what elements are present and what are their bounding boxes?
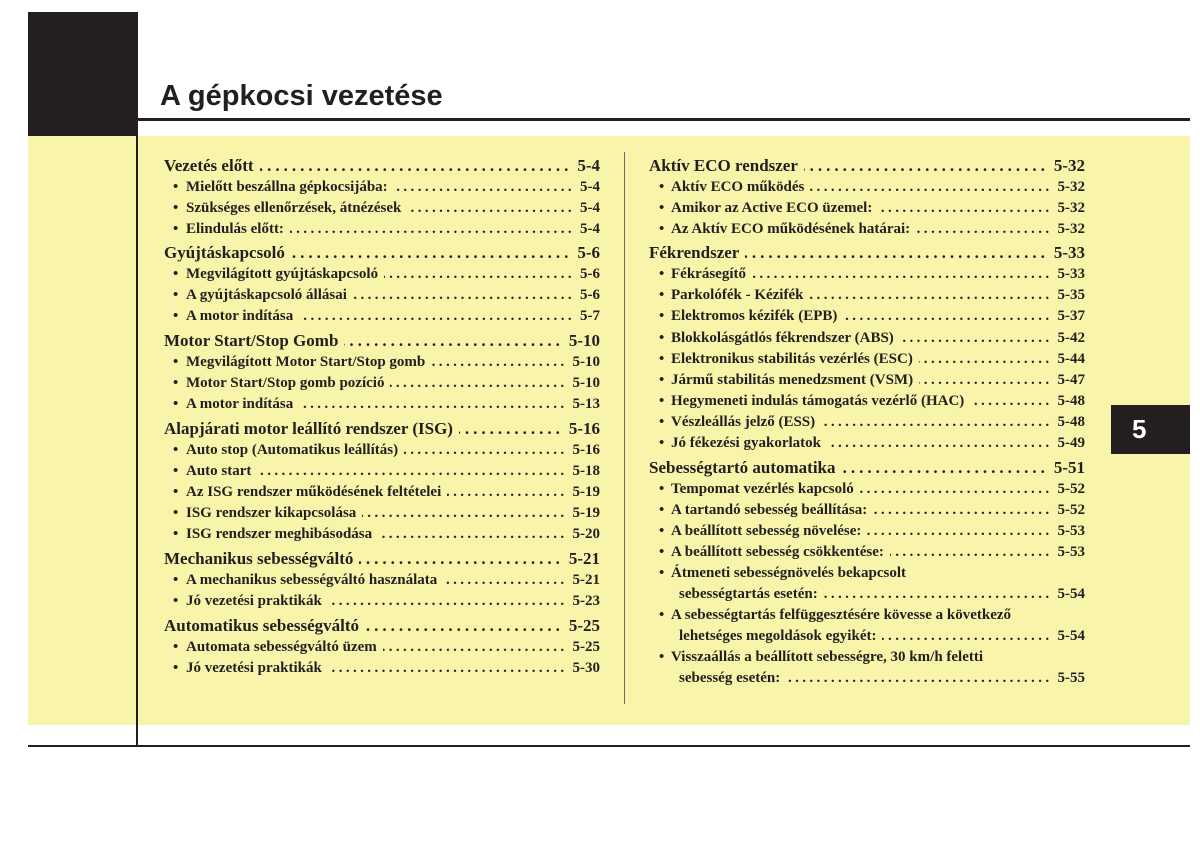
- toc-section-title: Automatikus sebességváltó: [164, 615, 360, 635]
- dot-leader: [378, 524, 567, 545]
- bullet-marker: [659, 198, 671, 219]
- dot-leader: [786, 668, 1052, 689]
- bullet-marker: [659, 370, 671, 391]
- dot-leader: [752, 264, 1053, 285]
- dot-leader: [390, 373, 567, 394]
- toc-right-column: [649, 154, 1085, 690]
- toc-item-entry: [164, 177, 600, 198]
- toc-page-number: 5-19: [572, 505, 600, 522]
- toc-page-number: 5-32: [1057, 220, 1085, 237]
- toc-item-label-continued: lehetséges megoldások egyikét:: [679, 628, 877, 645]
- toc-item-entry-continued: [649, 584, 1085, 605]
- bullet-marker: [659, 328, 671, 349]
- toc-item-label: Amikor az Active ECO üzemel:: [671, 199, 873, 216]
- toc-item-label: Vészleállás jelző (ESS): [671, 413, 816, 430]
- toc-item-entry: [649, 647, 1085, 668]
- bullet-marker: [173, 285, 186, 306]
- toc-item-entry: [164, 219, 600, 240]
- toc-item-label: Az ISG rendszer működésének feltételei: [186, 484, 442, 501]
- dot-leader: [804, 154, 1049, 177]
- toc-page-number: 5-32: [1057, 178, 1085, 195]
- toc-item-entry: [649, 412, 1085, 433]
- toc-item-label-continued: sebességtartás esetén:: [679, 586, 818, 603]
- bullet-marker: [659, 542, 671, 563]
- bullet-marker: [659, 264, 671, 285]
- toc-item-label: A motor indítása: [186, 308, 294, 325]
- toc-page-number: 5-48: [1057, 392, 1085, 409]
- toc-item-label: Tempomat vezérlés kapcsoló: [671, 480, 854, 497]
- bullet-marker: [173, 219, 186, 240]
- dot-leader: [827, 433, 1053, 454]
- toc-page-number: 5-47: [1057, 371, 1085, 388]
- dot-leader: [809, 285, 1052, 306]
- bullet-marker: [659, 563, 671, 584]
- toc-item-entry: [164, 264, 600, 285]
- bullet-marker: [173, 570, 186, 591]
- toc-item-label: Jó vezetési praktikák: [186, 592, 322, 609]
- bullet-marker: [173, 177, 186, 198]
- title-underline: [137, 118, 1190, 121]
- toc-page-number: 5-33: [1053, 243, 1085, 263]
- toc-page-number: 5-4: [580, 220, 600, 237]
- bullet-marker: [173, 440, 186, 461]
- toc-page-number: 5-48: [1057, 413, 1085, 430]
- dot-leader: [431, 352, 567, 373]
- toc-section-title: Mechanikus sebességváltó: [164, 548, 354, 568]
- dot-leader: [745, 241, 1048, 264]
- bullet-marker: [173, 637, 186, 658]
- toc-page-number: 5-21: [572, 571, 600, 588]
- toc-page-number: 5-10: [568, 331, 600, 351]
- bullet-marker: [659, 177, 671, 198]
- toc-item-entry: [164, 198, 600, 219]
- bullet-marker: [173, 658, 186, 679]
- dot-leader: [394, 177, 575, 198]
- toc-item-label: A beállított sebesség csökkentése:: [671, 543, 884, 560]
- toc-item-label: Visszaállás a beállított sebességre, 30 km/h feletti: [671, 649, 984, 666]
- toc-item-label: Auto stop (Automatikus leállítás): [186, 441, 399, 458]
- toc-item-label: Jó fékezési gyakorlatok: [671, 435, 821, 452]
- toc-page-number: 5-4: [577, 155, 600, 175]
- page-title: A gépkocsi vezetése: [160, 80, 443, 112]
- toc-page-number: 5-30: [572, 659, 600, 676]
- toc-page-number: 5-52: [1057, 501, 1085, 518]
- dot-leader: [384, 264, 575, 285]
- toc-page-number: 5-25: [568, 615, 600, 635]
- toc-item-label: Mielőtt beszállna gépkocsijába:: [186, 178, 388, 195]
- toc-page-number: 5-6: [580, 287, 600, 304]
- toc-item-entry: [649, 391, 1085, 412]
- toc-page-number: 5-33: [1057, 266, 1085, 283]
- dot-leader: [407, 198, 575, 219]
- toc-page-number: 5-10: [572, 354, 600, 371]
- toc-item-entry: [649, 479, 1085, 500]
- toc-page-number: 5-13: [572, 396, 600, 413]
- toc-item-entry: [649, 328, 1085, 349]
- dot-leader: [443, 570, 567, 591]
- toc-section-entry: [164, 329, 600, 352]
- bullet-marker: [659, 219, 671, 240]
- dot-leader: [299, 306, 575, 327]
- toc-item-entry: [649, 349, 1085, 370]
- toc-page-number: 5-49: [1057, 435, 1085, 452]
- dot-leader: [919, 370, 1052, 391]
- toc-page-number: 5-54: [1057, 628, 1085, 645]
- dot-leader: [882, 626, 1052, 647]
- toc-section-entry: [164, 241, 600, 264]
- toc-page-number: 5-42: [1057, 329, 1085, 346]
- toc-page-number: 5-51: [1053, 457, 1085, 477]
- dot-leader: [824, 584, 1053, 605]
- bullet-marker: [659, 285, 671, 306]
- toc-item-label: Elindulás előtt:: [186, 220, 284, 237]
- toc-page-number: 5-21: [568, 548, 600, 568]
- toc-item-label: Elektromos kézifék (EPB): [671, 308, 838, 325]
- toc-page-number: 5-6: [577, 243, 600, 263]
- footer-rule: [28, 745, 1190, 747]
- dot-leader: [900, 328, 1053, 349]
- bullet-marker: [659, 433, 671, 454]
- toc-item-label: Parkolófék - Kézifék: [671, 287, 804, 304]
- toc-item-entry: [164, 658, 600, 679]
- toc-item-label: Aktív ECO működés: [671, 178, 805, 195]
- toc-item-label: Blokkolásgátlós fékrendszer (ABS): [671, 329, 894, 346]
- toc-item-label: A tartandó sebesség beállítása:: [671, 501, 868, 518]
- dot-leader: [328, 658, 568, 679]
- toc-item-label: Jármű stabilitás menedzsment (VSM): [671, 371, 914, 388]
- toc-item-entry: [164, 461, 600, 482]
- toc-item-label: Elektronikus stabilitás vezérlés (ESC): [671, 350, 913, 367]
- dot-leader: [260, 154, 573, 177]
- toc-section-title: Sebességtartó automatika: [649, 457, 836, 477]
- dot-leader: [459, 417, 564, 440]
- column-divider: [624, 152, 625, 704]
- toc-item-entry: [649, 219, 1085, 240]
- toc-page-number: 5-16: [568, 418, 600, 438]
- toc-item-label: Motor Start/Stop gomb pozíció: [186, 375, 385, 392]
- toc-page-number: 5-18: [572, 462, 600, 479]
- dot-leader: [291, 241, 572, 264]
- dot-leader: [404, 440, 567, 461]
- toc-item-entry: [649, 198, 1085, 219]
- dot-leader: [257, 461, 567, 482]
- toc-section-entry: [164, 547, 600, 570]
- toc-item-label: Az Aktív ECO működésének határai:: [671, 220, 911, 237]
- dot-leader: [365, 614, 564, 637]
- toc-item-entry: [164, 524, 600, 545]
- toc-item-label: Auto start: [186, 462, 252, 479]
- toc-page-number: 5-23: [572, 592, 600, 609]
- toc-left-column: [164, 154, 600, 679]
- bullet-marker: [173, 198, 186, 219]
- toc-item-label: Átmeneti sebességnövelés bekapcsolt: [671, 565, 906, 581]
- bullet-marker: [173, 394, 186, 415]
- dot-leader: [878, 198, 1052, 219]
- toc-item-label-continued: sebesség esetén:: [679, 670, 781, 687]
- toc-item-entry: [649, 370, 1085, 391]
- toc-item-entry: [164, 306, 600, 327]
- dot-leader: [353, 285, 575, 306]
- margin-rule: [136, 12, 138, 746]
- dot-leader: [810, 177, 1052, 198]
- toc-page-number: 5-53: [1057, 522, 1085, 539]
- dot-leader: [860, 479, 1053, 500]
- toc-item-entry-continued: [649, 668, 1085, 689]
- toc-page-number: 5-16: [572, 441, 600, 458]
- toc-page-number: 5-44: [1057, 350, 1085, 367]
- toc-section-title: Alapjárati motor leállító rendszer (ISG): [164, 418, 453, 438]
- toc-page-number: 5-4: [580, 178, 600, 195]
- toc-section-entry: [649, 154, 1085, 177]
- bullet-marker: [659, 306, 671, 327]
- toc-page-number: 5-4: [580, 199, 600, 216]
- toc-page-number: 5-32: [1053, 155, 1085, 175]
- bullet-marker: [659, 479, 671, 500]
- bullet-marker: [659, 605, 671, 626]
- toc-item-entry: [649, 563, 1085, 584]
- toc-page-number: 5-55: [1057, 670, 1085, 687]
- toc-page-number: 5-32: [1057, 199, 1085, 216]
- toc-section-title: Fékrendszer: [649, 243, 740, 263]
- toc-item-label: Automata sebességváltó üzem: [186, 638, 377, 655]
- toc-page-number: 5-35: [1057, 287, 1085, 304]
- toc-item-entry-continued: [649, 626, 1085, 647]
- toc-page-number: 5-37: [1057, 308, 1085, 325]
- toc-item-label: A sebességtartás felfüggesztésére kövesse a következő: [671, 607, 1012, 624]
- dot-leader: [843, 306, 1052, 327]
- toc-section-entry: [649, 456, 1085, 479]
- toc-page-number: 5-19: [572, 484, 600, 501]
- toc-item-label: A mechanikus sebességváltó használata: [186, 571, 438, 588]
- toc-item-label: Megvilágított gyújtáskapcsoló: [186, 266, 379, 283]
- toc-item-entry: [649, 605, 1085, 626]
- bullet-marker: [659, 412, 671, 433]
- toc-section-entry: [164, 154, 600, 177]
- toc-section-title: Motor Start/Stop Gomb: [164, 331, 339, 351]
- toc-item-label: Hegymeneti indulás támogatás vezérlő (HAC): [671, 392, 965, 409]
- toc-item-label: A beállított sebesség növelése:: [671, 522, 862, 539]
- toc-section-entry: [649, 241, 1085, 264]
- dot-leader: [919, 349, 1053, 370]
- toc-section-entry: [164, 417, 600, 440]
- bullet-marker: [659, 500, 671, 521]
- bullet-marker: [173, 524, 186, 545]
- toc-page-number: 5-6: [580, 266, 600, 283]
- toc-page-number: 5-25: [572, 638, 600, 655]
- chapter-header-block: [28, 12, 137, 136]
- toc-page-number: 5-53: [1057, 543, 1085, 560]
- chapter-number: 5: [1132, 414, 1147, 444]
- dot-leader: [383, 637, 568, 658]
- toc-item-entry: [649, 500, 1085, 521]
- toc-item-entry: [164, 503, 600, 524]
- toc-item-entry: [164, 591, 600, 612]
- bullet-marker: [173, 264, 186, 285]
- bullet-marker: [173, 352, 186, 373]
- toc-item-label: ISG rendszer meghibásodása: [186, 526, 373, 543]
- toc-item-entry: [649, 306, 1085, 327]
- toc-item-entry: [649, 285, 1085, 306]
- toc-item-entry: [164, 440, 600, 461]
- toc-page-number: 5-20: [572, 526, 600, 543]
- bullet-marker: [659, 647, 671, 668]
- bullet-marker: [173, 373, 186, 394]
- dot-leader: [916, 219, 1052, 240]
- toc-page-number: 5-10: [572, 375, 600, 392]
- toc-item-entry: [164, 637, 600, 658]
- toc-item-entry: [649, 521, 1085, 542]
- toc-section-entry: [164, 614, 600, 637]
- bullet-marker: [173, 503, 186, 524]
- dot-leader: [328, 591, 568, 612]
- toc-item-label: Fékrásegítő: [671, 266, 746, 283]
- bullet-marker: [173, 482, 186, 503]
- toc-item-entry: [164, 482, 600, 503]
- toc-item-entry: [164, 394, 600, 415]
- bullet-marker: [659, 349, 671, 370]
- dot-leader: [447, 482, 567, 503]
- toc-section-title: Aktív ECO rendszer: [649, 155, 798, 175]
- dot-leader: [299, 394, 567, 415]
- dot-leader: [359, 547, 563, 570]
- toc-item-entry: [164, 285, 600, 306]
- toc-page-number: 5-52: [1057, 480, 1085, 497]
- toc-item-entry: [164, 373, 600, 394]
- toc-item-label: Megvilágított Motor Start/Stop gomb: [186, 354, 426, 371]
- toc-page-number: 5-7: [580, 308, 600, 325]
- toc-item-label: Jó vezetési praktikák: [186, 659, 322, 676]
- toc-page-number: 5-54: [1057, 586, 1085, 603]
- dot-leader: [821, 412, 1052, 433]
- toc-item-label: ISG rendszer kikapcsolása: [186, 505, 357, 522]
- dot-leader: [890, 542, 1053, 563]
- dot-leader: [290, 219, 575, 240]
- bullet-marker: [173, 591, 186, 612]
- toc-item-entry: [649, 542, 1085, 563]
- dot-leader: [867, 521, 1052, 542]
- toc-item-entry: [164, 352, 600, 373]
- toc-item-entry: [649, 264, 1085, 285]
- toc-section-title: Vezetés előtt: [164, 155, 254, 175]
- toc-item-entry: [649, 177, 1085, 198]
- toc-item-entry: [649, 433, 1085, 454]
- toc-item-entry: [164, 570, 600, 591]
- toc-section-title: Gyújtáskapcsoló: [164, 243, 285, 263]
- toc-item-label: Szükséges ellenőrzések, átnézések: [186, 199, 402, 216]
- dot-leader: [970, 391, 1052, 412]
- dot-leader: [344, 329, 563, 352]
- dot-leader: [873, 500, 1052, 521]
- bullet-marker: [173, 306, 186, 327]
- dot-leader: [842, 456, 1049, 479]
- bullet-marker: [659, 521, 671, 542]
- toc-item-label: A motor indítása: [186, 396, 294, 413]
- bullet-marker: [173, 461, 186, 482]
- toc-item-label: A gyújtáskapcsoló állásai: [186, 287, 347, 304]
- bullet-marker: [659, 391, 671, 412]
- chapter-tab: [1111, 405, 1190, 454]
- dot-leader: [362, 503, 567, 524]
